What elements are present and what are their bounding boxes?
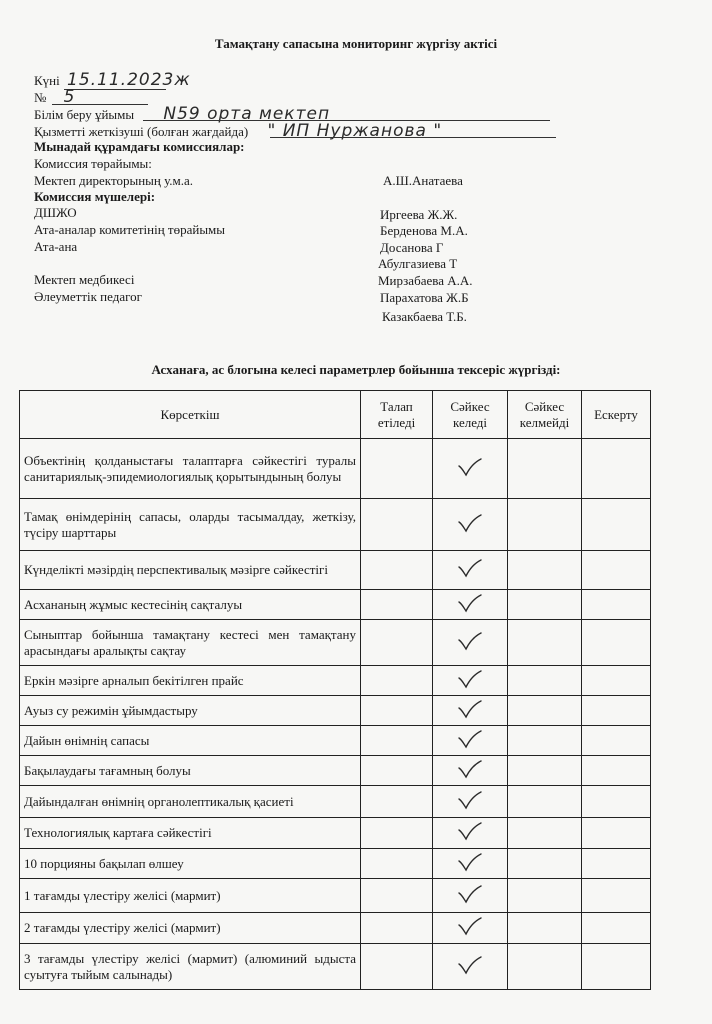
members-heading: Комиссия мүшелері: [34, 189, 156, 204]
indicator-cell: Еркін мәзірге арналып бекітілген прайс [20, 666, 361, 696]
required-cell [361, 913, 433, 944]
header-not-complies: Сәйкес келмейді [508, 391, 582, 439]
check-mark-icon [457, 852, 483, 876]
note-cell [582, 620, 651, 666]
member-role: Мектеп медбикесі [34, 272, 135, 287]
required-cell [361, 726, 433, 756]
table-row [20, 439, 651, 499]
indicator-cell: 3 тағамды үлестіру желісі (мармит) (алюминий ыдыста суытуға тыйым салынады) [20, 944, 361, 990]
complies-cell [433, 726, 508, 756]
provider-row [34, 121, 442, 141]
chair-role: Мектеп директорының у.м.а. [34, 173, 194, 188]
member-role: Әлеуметтік педагог [34, 289, 142, 304]
not-complies-cell [508, 944, 582, 990]
required-cell [361, 944, 433, 990]
complies-cell [433, 551, 508, 590]
not-complies-cell [508, 818, 582, 849]
not-complies-cell [508, 786, 582, 818]
section-title: Асханаға, ас блогына келесі параметрлер бойынша тексеріс жүргізді: [151, 362, 561, 377]
indicator-cell: Бақылаудағы тағамның болуы [20, 756, 361, 786]
table-row [20, 786, 651, 818]
not-complies-cell [508, 499, 582, 551]
member-name: Абулгазиева Т [378, 256, 458, 271]
table-row [20, 696, 651, 726]
table-row [20, 944, 651, 990]
provider-underline [270, 137, 556, 138]
not-complies-cell [508, 439, 582, 499]
complies-cell [433, 944, 508, 990]
required-cell [361, 756, 433, 786]
required-cell [361, 590, 433, 620]
indicator-cell: Сыныптар бойынша тамақтану кестесі мен тамақтану арасындағы аралықты сақтау [20, 620, 361, 666]
indicator-cell: Объектінің қолданыстағы талаптарға сәйкестігі туралы санитариялық-эпидемиологиялық қорытындының болуы [20, 439, 361, 499]
document-title: Тамақтану сапасына мониторинг жүргізу актісі [214, 36, 498, 51]
indicator-cell: Дайындалған өнімнің органолептикалық қасиеті [20, 786, 361, 818]
note-cell [582, 879, 651, 913]
table-row [20, 666, 651, 696]
check-mark-icon [457, 916, 483, 940]
indicator-cell: 2 тағамды үлестіру желісі (мармит) [20, 913, 361, 944]
not-complies-cell [508, 879, 582, 913]
header-complies: Сәйкес келеді [433, 391, 508, 439]
note-cell [582, 818, 651, 849]
member-name: Мирзабаева А.А. [378, 273, 473, 288]
check-mark-icon [457, 558, 483, 582]
header-required: Талап етіледі [361, 391, 433, 439]
inspection-table [19, 390, 651, 990]
indicator-cell: Асхананың жұмыс кестесінің сақталуы [20, 590, 361, 620]
check-mark-icon [457, 699, 483, 723]
member-role: Ата-ана [34, 239, 78, 254]
note-cell [582, 786, 651, 818]
required-cell [361, 666, 433, 696]
provider-label: Қызметті жеткізуші (болған жағдайда) [34, 124, 249, 139]
date-label: Күні [34, 73, 60, 88]
check-mark-icon [457, 631, 483, 655]
note-cell [582, 590, 651, 620]
check-mark-icon [457, 669, 483, 693]
check-mark-icon [457, 729, 483, 753]
complies-cell [433, 756, 508, 786]
indicator-cell: Технологиялық картаға сәйкестігі [20, 818, 361, 849]
header-indicator: Көрсеткіш [20, 391, 361, 439]
school-value: N59 орта мектеп [163, 104, 331, 124]
check-mark-icon [457, 457, 483, 481]
table-row [20, 849, 651, 879]
table-row [20, 499, 651, 551]
complies-cell [433, 879, 508, 913]
note-cell [582, 551, 651, 590]
complies-cell [433, 849, 508, 879]
member-name: Парахатова Ж.Б [380, 290, 469, 305]
required-cell [361, 786, 433, 818]
complies-cell [433, 590, 508, 620]
check-mark-icon [457, 955, 483, 979]
required-cell [361, 879, 433, 913]
date-underline [64, 89, 166, 90]
table-row [20, 590, 651, 620]
school-label: Білім беру ұйымы [34, 107, 135, 122]
table-row [20, 818, 651, 849]
required-cell [361, 849, 433, 879]
table-row [20, 620, 651, 666]
note-cell [582, 499, 651, 551]
member-name: Казакбаева Т.Б. [382, 309, 467, 324]
check-mark-icon [457, 759, 483, 783]
commission-chair-label: Комиссия төрайымы: [34, 156, 152, 171]
table-row [20, 756, 651, 786]
number-label: № [34, 90, 47, 105]
table-header-row [20, 391, 651, 439]
not-complies-cell [508, 726, 582, 756]
note-cell [582, 913, 651, 944]
indicator-cell: Күнделікті мәзірдің перспективалық мәзірге сәйкестігі [20, 551, 361, 590]
provider-value: " ИП Нуржанова " [267, 121, 443, 141]
complies-cell [433, 818, 508, 849]
complies-cell [433, 913, 508, 944]
table-row [20, 879, 651, 913]
table-row [20, 726, 651, 756]
required-cell [361, 620, 433, 666]
not-complies-cell [508, 696, 582, 726]
required-cell [361, 551, 433, 590]
commission-heading: Мынадай құрамдағы комиссиялар: [34, 139, 245, 154]
complies-cell [433, 439, 508, 499]
check-mark-icon [457, 790, 483, 814]
not-complies-cell [508, 590, 582, 620]
indicator-cell: Ауыз су режимін ұйымдастыру [20, 696, 361, 726]
member-role: ДШЖО [34, 205, 77, 220]
check-mark-icon [457, 593, 483, 617]
check-mark-icon [457, 821, 483, 845]
table-row [20, 913, 651, 944]
note-cell [582, 666, 651, 696]
check-mark-icon [457, 884, 483, 908]
table-row [20, 551, 651, 590]
date-value: 15.11.2023ж [67, 70, 191, 90]
required-cell [361, 439, 433, 499]
not-complies-cell [508, 756, 582, 786]
note-cell [582, 944, 651, 990]
required-cell [361, 818, 433, 849]
not-complies-cell [508, 849, 582, 879]
not-complies-cell [508, 620, 582, 666]
not-complies-cell [508, 551, 582, 590]
note-cell [582, 756, 651, 786]
check-mark-icon [457, 513, 483, 537]
complies-cell [433, 620, 508, 666]
indicator-cell: Тамақ өнімдерінің сапасы, оларды тасымалдау, жеткізу, түсіру шарттары [20, 499, 361, 551]
indicator-cell: Дайын өнімнің сапасы [20, 726, 361, 756]
member-role: Ата-аналар комитетінің төрайымы [34, 222, 226, 237]
not-complies-cell [508, 913, 582, 944]
note-cell [582, 849, 651, 879]
indicator-cell: 10 порцияны бақылап өлшеу [20, 849, 361, 879]
member-name: Берденова М.А. [380, 223, 468, 238]
note-cell [582, 439, 651, 499]
note-cell [582, 696, 651, 726]
member-name: Иргеева Ж.Ж. [380, 207, 458, 222]
chair-name: А.Ш.Анатаева [383, 173, 463, 188]
required-cell [361, 499, 433, 551]
indicator-cell: 1 тағамды үлестіру желісі (мармит) [20, 879, 361, 913]
not-complies-cell [508, 666, 582, 696]
note-cell [582, 726, 651, 756]
complies-cell [433, 786, 508, 818]
number-value: 5 [63, 87, 76, 107]
required-cell [361, 696, 433, 726]
complies-cell [433, 499, 508, 551]
header-note: Ескерту [582, 391, 651, 439]
complies-cell [433, 666, 508, 696]
complies-cell [433, 696, 508, 726]
member-name: Досанова Г [380, 240, 444, 255]
